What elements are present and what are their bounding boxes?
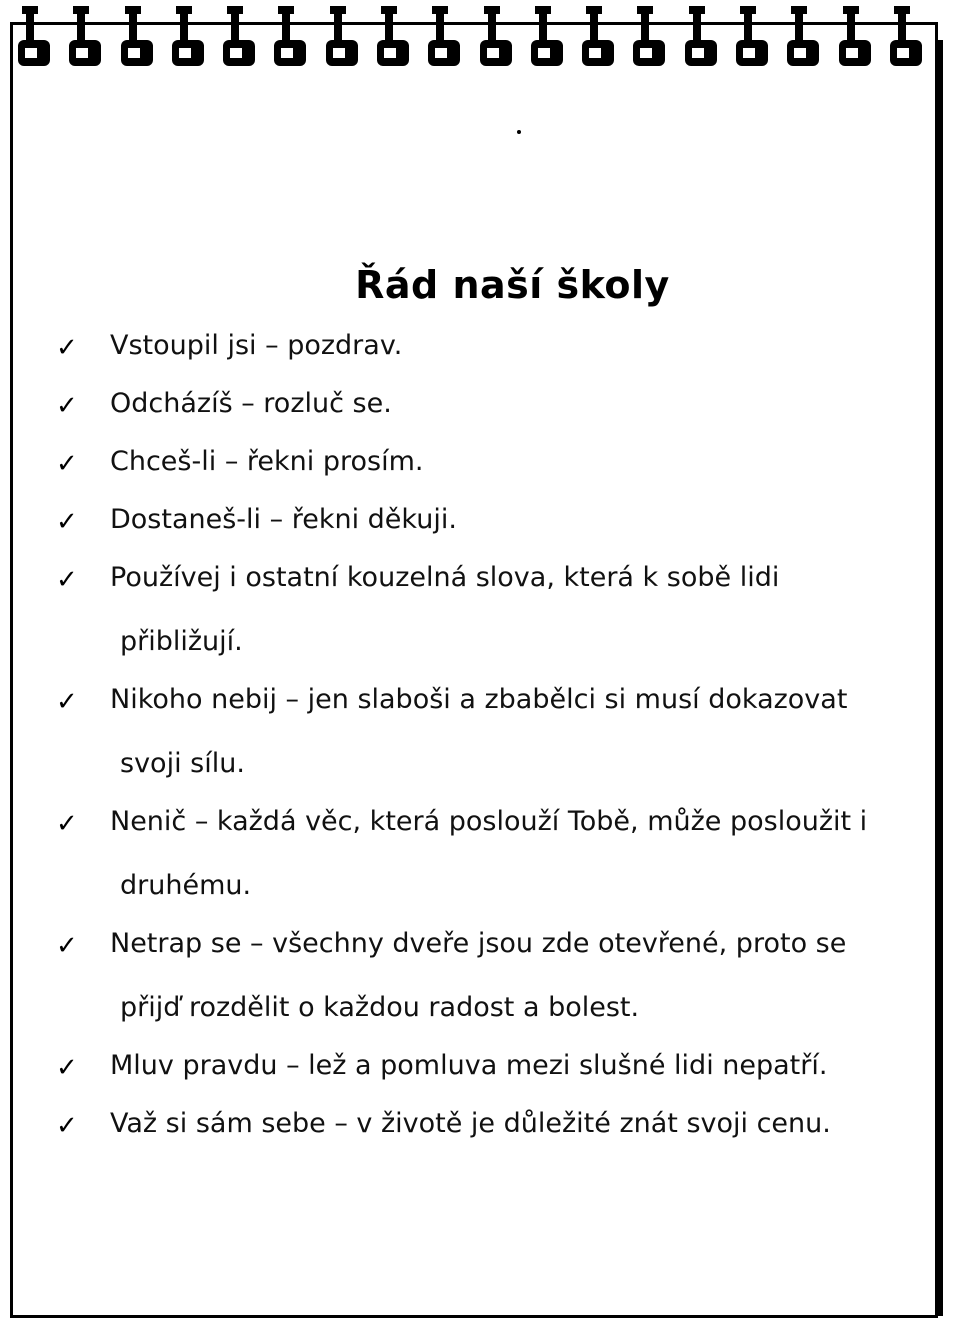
checkmark-icon: ✓ bbox=[56, 391, 78, 421]
rule-line: Dostaneš-li – řekni děkuji. bbox=[110, 504, 457, 535]
spiral-ring-icon bbox=[67, 6, 105, 76]
checkmark-icon: ✓ bbox=[56, 809, 78, 839]
spiral-ring-icon bbox=[580, 6, 618, 76]
checkmark-icon: ✓ bbox=[56, 507, 78, 537]
rule-line-continuation: druhému. bbox=[120, 870, 252, 901]
rule-item bbox=[56, 552, 916, 674]
rule-text bbox=[110, 790, 867, 918]
rule-item bbox=[56, 1098, 916, 1156]
checkmark-icon: ✓ bbox=[56, 1111, 78, 1141]
rule-line-continuation: svoji sílu. bbox=[120, 748, 245, 779]
rule-line: Važ si sám sebe – v životě je důležité znát svoji cenu. bbox=[110, 1108, 831, 1139]
rule-text bbox=[110, 488, 457, 552]
checkmark-icon: ✓ bbox=[56, 931, 78, 961]
decorative-dot bbox=[517, 130, 521, 134]
rule-line-continuation: přibližují. bbox=[120, 626, 243, 657]
rule-line: Mluv pravdu – lež a pomluva mezi slušné lidi nepatří. bbox=[110, 1050, 828, 1081]
spiral-ring-icon bbox=[478, 6, 516, 76]
checkmark-icon: ✓ bbox=[56, 687, 78, 717]
spiral-ring-icon bbox=[683, 6, 721, 76]
checkmark-icon: ✓ bbox=[56, 565, 78, 595]
rule-item bbox=[56, 436, 916, 494]
rules-list bbox=[56, 320, 916, 1156]
rule-item bbox=[56, 494, 916, 552]
rule-line: Netrap se – všechny dveře jsou zde otevřené, proto se bbox=[110, 928, 847, 959]
rule-line: Nikoho nebij – jen slaboši a zbabělci si musí dokazovat bbox=[110, 684, 848, 715]
rule-text bbox=[110, 912, 846, 1040]
spiral-ring-icon bbox=[272, 6, 310, 76]
rule-line: Odcházíš – rozluč se. bbox=[110, 388, 392, 419]
rule-text bbox=[110, 314, 402, 378]
spiral-ring-icon bbox=[529, 6, 567, 76]
spiral-binding bbox=[16, 6, 926, 76]
spiral-ring-icon bbox=[785, 6, 823, 76]
spiral-ring-icon bbox=[16, 6, 54, 76]
rule-line: Chceš-li – řekni prosím. bbox=[110, 446, 424, 477]
rule-text bbox=[110, 546, 779, 674]
spiral-ring-icon bbox=[324, 6, 362, 76]
spiral-ring-icon bbox=[888, 6, 926, 76]
spiral-ring-icon bbox=[221, 6, 259, 76]
spiral-ring-icon bbox=[170, 6, 208, 76]
rule-item bbox=[56, 378, 916, 436]
rule-text bbox=[110, 1092, 831, 1156]
rule-line: Nenič – každá věc, která poslouží Tobě, může posloužit i bbox=[110, 806, 868, 837]
rule-text bbox=[110, 430, 423, 494]
rule-text bbox=[110, 1034, 827, 1098]
spiral-ring-icon bbox=[837, 6, 875, 76]
rule-line: Vstoupil jsi – pozdrav. bbox=[110, 330, 403, 361]
rule-item bbox=[56, 918, 916, 1040]
rule-text bbox=[110, 668, 847, 796]
checkmark-icon: ✓ bbox=[56, 333, 78, 363]
rule-item bbox=[56, 320, 916, 378]
spiral-ring-icon bbox=[375, 6, 413, 76]
rule-item bbox=[56, 796, 916, 918]
spiral-ring-icon bbox=[426, 6, 464, 76]
checkmark-icon: ✓ bbox=[56, 449, 78, 479]
spiral-ring-icon bbox=[734, 6, 772, 76]
rule-item bbox=[56, 674, 916, 796]
rule-line: Používej i ostatní kouzelná slova, která k sobě lidi bbox=[110, 562, 780, 593]
rule-text bbox=[110, 372, 392, 436]
checkmark-icon: ✓ bbox=[56, 1053, 78, 1083]
rule-line-continuation: přijď rozdělit o každou radost a bolest. bbox=[120, 992, 640, 1023]
rule-item bbox=[56, 1040, 916, 1098]
spiral-ring-icon bbox=[631, 6, 669, 76]
spiral-ring-icon bbox=[119, 6, 157, 76]
page-title: Řád naší školy bbox=[355, 263, 670, 308]
